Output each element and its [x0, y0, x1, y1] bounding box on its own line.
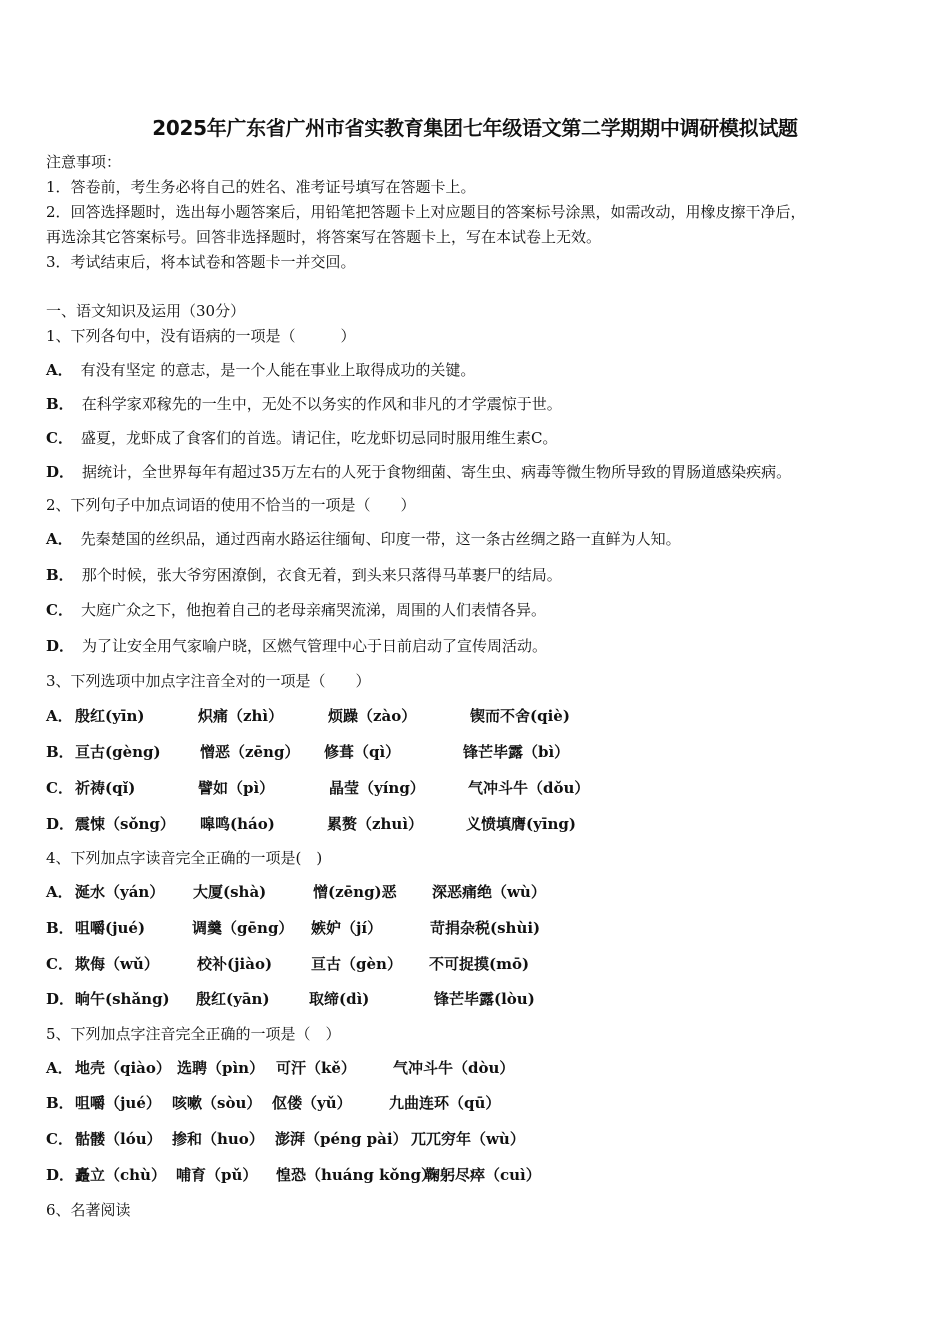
option-text: 盛夏，龙虾成了食客们的首选。请记住，吃龙虾切忌同时服用维生素C。 — [80, 429, 558, 447]
option-text: 大庭广众之下，他抱着自己的老母亲痛哭流涕，周围的人们表情各异。 — [80, 601, 546, 619]
option-label: D． — [46, 637, 75, 655]
pinyin-item: 不可捉摸(mō) — [429, 955, 530, 973]
pinyin-item: 憎(zēng)恶 — [313, 883, 397, 901]
pinyin-item: 嗥鸣(háo) — [200, 815, 275, 833]
pinyin-item: 祈祷(qǐ) — [75, 779, 136, 797]
pinyin-item: 涎水（yán） — [75, 883, 165, 901]
pinyin-item: 亘古(gèng) — [75, 743, 161, 761]
pinyin-item: 九曲连环（qū） — [389, 1094, 501, 1112]
pinyin-item: 锲而不舍(qiè) — [470, 707, 570, 725]
pinyin-item: 惶恐（huáng kǒng） — [276, 1166, 436, 1184]
option-label: C． — [46, 601, 73, 619]
pinyin-item: 殷红(yīn) — [75, 707, 145, 725]
pinyin-item: 气冲斗牛（dòu） — [393, 1059, 515, 1077]
notice-item: 再选涂其它答案标号。回答非选择题时，将答案写在答题卡上，写在本试卷上无效。 — [46, 228, 602, 246]
pinyin-item: 累赘（zhuì） — [327, 815, 424, 833]
q1-option-d — [46, 462, 791, 482]
question-1-stem: 1、下列各句中，没有语病的一项是（ ） — [46, 327, 356, 345]
option-text: 在科学家邓稼先的一生中，无处不以务实的作风和非凡的才学震惊于世。 — [81, 395, 562, 413]
option-label: B． — [46, 919, 74, 937]
option-text: 有没有坚定 的意志，是一个人能在事业上取得成功的关键。 — [80, 361, 476, 379]
notice-heading: 注意事项： — [46, 153, 122, 171]
option-label: A． — [46, 1059, 73, 1077]
pinyin-item: 咀嚼（jué） — [75, 1094, 161, 1112]
option-label: B． — [46, 566, 74, 584]
option-label: C． — [46, 1130, 73, 1148]
option-label: B． — [46, 395, 74, 413]
q2-option-d — [46, 636, 547, 656]
option-label: C． — [46, 955, 73, 973]
pinyin-item: 校补(jiào) — [197, 955, 273, 973]
q1-option-b — [46, 394, 562, 414]
notice-item: 1．答卷前，考生务必将自己的姓名、准考证号填写在答题卡上。 — [46, 178, 476, 196]
q2-option-b — [46, 565, 562, 585]
option-label: B． — [46, 1094, 74, 1112]
option-label: A． — [46, 530, 73, 548]
pinyin-item: 嫉妒（jí） — [311, 919, 383, 937]
pinyin-item: 矗立（chù） — [75, 1166, 166, 1184]
pinyin-item: 譬如（pì） — [198, 779, 275, 797]
q2-option-a — [46, 529, 681, 549]
pinyin-item: 殷红(yān) — [196, 990, 270, 1008]
question-5-stem: 5、下列加点字注音完全正确的一项是（ ） — [46, 1025, 341, 1043]
pinyin-item: 憎恶（zēng） — [200, 743, 300, 761]
option-label: C． — [46, 779, 73, 797]
pinyin-item: 鞠躬尽瘁（cuì） — [425, 1166, 541, 1184]
pinyin-item: 取缔(dì) — [309, 990, 370, 1008]
option-text: 为了让安全用气家喻户晓，区燃气管理中心于日前启动了宣传周活动。 — [82, 637, 548, 655]
q1-option-c — [46, 428, 557, 448]
option-label: A． — [46, 361, 73, 379]
option-label: D． — [46, 1166, 75, 1184]
option-label: D． — [46, 990, 75, 1008]
option-label: A． — [46, 707, 73, 725]
page-title: 2025年广东省广州市省实教育集团七年级语文第二学期期中调研模拟试题 — [152, 116, 798, 140]
pinyin-item: 锋芒毕露（bì） — [463, 743, 570, 761]
question-2-stem: 2、下列句子中加点词语的使用不恰当的一项是（ ） — [46, 496, 416, 514]
pinyin-item: 震悚（sǒng） — [75, 815, 175, 833]
pinyin-item: 咀嚼(jué) — [75, 919, 146, 937]
pinyin-item: 亘古（gèn） — [311, 955, 402, 973]
pinyin-item: 苛捐杂税(shùi) — [430, 919, 541, 937]
pinyin-item: 烦躁（zào） — [328, 707, 417, 725]
question-4-stem: 4、下列加点字读音完全正确的一项是( ) — [46, 849, 323, 867]
pinyin-item: 伛偻（yǔ） — [272, 1094, 352, 1112]
pinyin-item: 晶莹（yíng） — [329, 779, 425, 797]
pinyin-item: 深恶痛绝（wù） — [432, 883, 546, 901]
option-text: 那个时候，张大爷穷困潦倒，衣食无着，到头来只落得马革裹尸的结局。 — [81, 566, 562, 584]
pinyin-item: 地壳（qiào） — [75, 1059, 171, 1077]
pinyin-item: 调羹（gēng） — [192, 919, 294, 937]
pinyin-item: 咳嗽（sòu） — [172, 1094, 262, 1112]
pinyin-item: 兀兀穷年（wù） — [411, 1130, 525, 1148]
pinyin-item: 哺育（pǔ） — [176, 1166, 258, 1184]
pinyin-item: 义愤填膺(yīng) — [466, 815, 577, 833]
pinyin-item: 澎湃（péng pài） — [275, 1130, 408, 1148]
option-label: D． — [46, 463, 75, 481]
pinyin-item: 大厦(shà) — [193, 883, 267, 901]
question-3-stem: 3、下列选项中加点字注音全对的一项是（ ） — [46, 672, 371, 690]
pinyin-item: 气冲斗牛（dǒu） — [468, 779, 590, 797]
pinyin-item: 晌午(shǎng) — [75, 990, 170, 1008]
pinyin-item: 修葺（qì） — [324, 743, 401, 761]
notice-item: 2．回答选择题时，选出每小题答案后，用铅笔把答题卡上对应题目的答案标号涂黑，如需改动，用橡皮擦干净后， — [46, 203, 806, 221]
pinyin-item: 骷髅（lóu） — [75, 1130, 162, 1148]
pinyin-item: 锋芒毕露(lòu) — [434, 990, 535, 1008]
option-text: 据统计，全世界每年有超过35万左右的人死于食物细菌、寄生虫、病毒等微生物所导致的胃肠道感染疾病。 — [82, 463, 792, 481]
option-label: C． — [46, 429, 73, 447]
section-heading: 一、语文知识及运用（30分） — [46, 302, 246, 320]
pinyin-item: 可汗（kě） — [276, 1059, 356, 1077]
question-6-stem: 6、名著阅读 — [46, 1201, 131, 1219]
pinyin-item: 选聘（pìn） — [177, 1059, 265, 1077]
option-text: 先秦楚国的丝织品，通过西南水路运往缅甸、印度一带，这一条古丝绸之路一直鲜为人知。 — [80, 530, 681, 548]
option-label: D． — [46, 815, 75, 833]
pinyin-item: 掺和（huo） — [172, 1130, 264, 1148]
option-label: B． — [46, 743, 74, 761]
pinyin-item: 炽痛（zhì） — [198, 707, 284, 725]
q1-option-a — [46, 360, 475, 380]
notice-item: 3．考试结束后，将本试卷和答题卡一并交回。 — [46, 253, 356, 271]
q2-option-c — [46, 600, 546, 620]
pinyin-item: 欺侮（wǔ） — [75, 955, 159, 973]
option-label: A． — [46, 883, 73, 901]
